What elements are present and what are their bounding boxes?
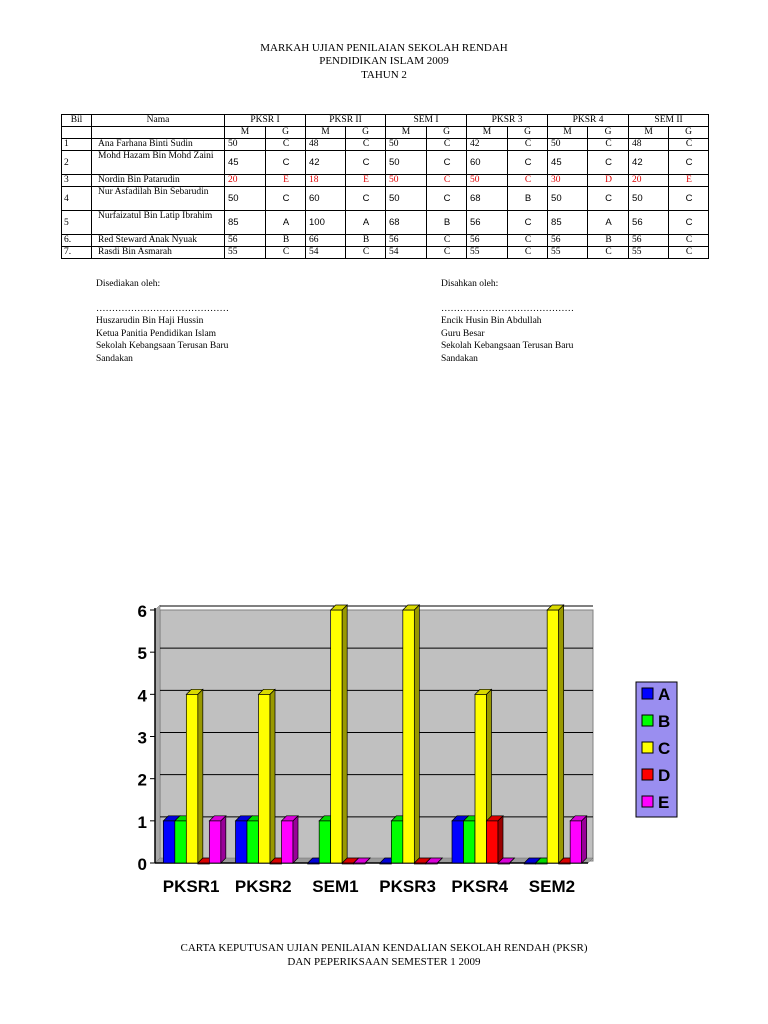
bar (464, 821, 476, 863)
mark-cell: 66 (306, 235, 346, 247)
mark-cell: 56 (629, 235, 669, 247)
grade-cell: C (669, 187, 709, 211)
row-number: 7. (62, 247, 92, 259)
mark-cell: 56 (629, 211, 669, 235)
prepared-by-school: Sekolah Kebangsaan Terusan Baru (96, 341, 229, 351)
approved-by-signature-line: …………………………………… (441, 303, 574, 314)
mark-cell: 20 (225, 175, 266, 187)
mark-cell: 55 (467, 247, 508, 259)
mark-cell: 56 (386, 235, 427, 247)
grade-cell: C (669, 151, 709, 175)
bar (236, 821, 248, 863)
mark-cell: 50 (629, 187, 669, 211)
col-nama-header: Nama (92, 115, 225, 127)
bar (331, 610, 343, 863)
bar (319, 821, 331, 863)
table-row (62, 211, 709, 235)
approved-by-block (441, 278, 574, 365)
y-tick-label: 1 (137, 812, 147, 832)
table-header-row (62, 115, 709, 127)
mark-cell: 42 (467, 139, 508, 151)
grade-cell: B (266, 235, 306, 247)
legend-swatch (642, 769, 653, 780)
bar (570, 821, 582, 863)
grade-cell: C (427, 175, 467, 187)
mark-cell: 60 (306, 187, 346, 211)
row-number: 6. (62, 235, 92, 247)
bar-side (582, 816, 587, 863)
bar (403, 610, 415, 863)
mark-cell: 48 (306, 139, 346, 151)
grade-cell: C (508, 211, 548, 235)
mark-cell: 55 (225, 247, 266, 259)
table-row (62, 235, 709, 247)
mark-cell: 85 (548, 211, 588, 235)
mark-cell: 50 (225, 139, 266, 151)
student-name: Ana Farhana Binti Sudin (92, 139, 225, 151)
approved-by-school: Sekolah Kebangsaan Terusan Baru (441, 341, 574, 351)
bar (175, 821, 187, 863)
grade-cell: C (427, 151, 467, 175)
x-tick-label: SEM2 (528, 877, 576, 896)
group-header: SEM I (386, 115, 467, 127)
legend-swatch (642, 715, 653, 726)
student-name: Nurfaizatul Bin Latip Ibrahim (92, 211, 225, 235)
legend-label: E (658, 793, 670, 812)
marks-subheader: M (225, 127, 266, 139)
grade-cell: A (346, 211, 386, 235)
bar (209, 821, 221, 863)
prepared-by-name: Huszarudin Bin Haji Hussin (96, 316, 204, 326)
bar (547, 610, 559, 863)
mark-cell: 42 (306, 151, 346, 175)
chart-caption-line1: CARTA KEPUTUSAN UJIAN PENILAIAN KENDALIAN SEKOLAH RENDAH (PKSR) (180, 942, 588, 954)
grade-cell: C (346, 151, 386, 175)
grade-cell: C (588, 151, 629, 175)
x-tick-label: PKSR2 (234, 877, 292, 896)
approved-by-label: Disahkan oleh: (441, 279, 499, 289)
grade-cell: B (346, 235, 386, 247)
group-header: PKSR II (306, 115, 386, 127)
x-tick-label: PKSR1 (162, 877, 220, 896)
marks-subheader: M (467, 127, 508, 139)
marks-table (61, 114, 709, 259)
group-header: PKSR I (225, 115, 306, 127)
y-tick-label: 5 (137, 644, 147, 664)
grade-subheader: G (508, 127, 548, 139)
group-header: PKSR 4 (548, 115, 629, 127)
group-header: PKSR 3 (467, 115, 548, 127)
grade-cell: E (346, 175, 386, 187)
x-tick-label: SEM1 (312, 877, 359, 896)
prepared-by-town: Sandakan (96, 353, 133, 364)
grade-cell: B (508, 187, 548, 211)
mark-cell: 18 (306, 175, 346, 187)
bar (186, 694, 198, 863)
legend-label: B (658, 712, 671, 731)
mark-cell: 54 (306, 247, 346, 259)
grade-cell: C (588, 139, 629, 151)
grade-cell: C (346, 139, 386, 151)
mark-cell: 56 (548, 235, 588, 247)
mark-cell: 50 (386, 139, 427, 151)
grade-cell: C (508, 175, 548, 187)
chart-caption-line2: DAN PEPERIKSAAN SEMESTER 1 2009 (287, 956, 481, 968)
grade-cell: C (346, 187, 386, 211)
row-number: 3 (62, 175, 92, 187)
grade-subheader: G (346, 127, 386, 139)
x-tick-label: PKSR4 (451, 877, 509, 896)
grade-cell: E (669, 175, 709, 187)
grade-cell: C (669, 139, 709, 151)
empty-header-cell (62, 127, 92, 139)
student-name: Nur Asfadilah Bin Sebarudin (92, 187, 225, 211)
mark-cell: 48 (629, 139, 669, 151)
bar-side (198, 689, 203, 863)
mark-cell: 50 (386, 175, 427, 187)
grade-cell: C (508, 151, 548, 175)
marks-subheader: M (629, 127, 669, 139)
prepared-by-label: Disediakan oleh: (96, 279, 161, 289)
legend-swatch (642, 796, 653, 807)
grade-cell: C (508, 247, 548, 259)
grade-cell: C (669, 235, 709, 247)
mark-cell: 56 (225, 235, 266, 247)
grade-cell: C (588, 187, 629, 211)
marks-subheader: M (386, 127, 427, 139)
bar (391, 821, 403, 863)
col-bil-header: Bil (62, 115, 92, 127)
bar (282, 821, 294, 863)
bar-side (559, 605, 564, 863)
row-number: 5 (62, 211, 92, 235)
document-subtitle: PENDIDIKAN ISLAM 2009 (319, 55, 449, 67)
grade-cell: B (427, 211, 467, 235)
mark-cell: 20 (629, 175, 669, 187)
grade-cell: D (588, 175, 629, 187)
grade-subheader: G (669, 127, 709, 139)
y-tick-label: 6 (137, 602, 147, 621)
grade-subheader: G (588, 127, 629, 139)
table-row (62, 187, 709, 211)
approved-by-title: Guru Besar (441, 328, 485, 339)
row-number: 4 (62, 187, 92, 211)
y-tick-label: 2 (137, 770, 147, 790)
table-subheader-row (62, 127, 709, 139)
grade-cell: C (427, 247, 467, 259)
grade-cell: C (266, 247, 306, 259)
mark-cell: 50 (548, 187, 588, 211)
bar (452, 821, 464, 863)
prepared-by-signature-line: …………………………………… (96, 303, 229, 314)
bar (475, 694, 487, 863)
student-name: Rasdi Bin Asmarah (92, 247, 225, 259)
grade-subheader: G (427, 127, 467, 139)
grade-bar-chart (0, 590, 768, 910)
bar (247, 821, 259, 863)
mark-cell: 45 (548, 151, 588, 175)
grade-cell: C (669, 211, 709, 235)
grade-cell: A (588, 211, 629, 235)
mark-cell: 56 (467, 211, 508, 235)
approved-by-town: Sandakan (441, 353, 478, 364)
mark-cell: 50 (548, 139, 588, 151)
grade-cell: C (427, 187, 467, 211)
grade-cell: C (508, 139, 548, 151)
student-name: Nordin Bin Patarudin (92, 175, 225, 187)
legend-swatch (642, 688, 653, 699)
mark-cell: 50 (467, 175, 508, 187)
bar-side (498, 816, 503, 863)
grade-cell: C (266, 151, 306, 175)
grade-cell: C (669, 247, 709, 259)
grade-cell: C (427, 235, 467, 247)
grade-cell: E (266, 175, 306, 187)
bar-side (342, 605, 347, 863)
row-number: 2 (62, 151, 92, 175)
document-title: MARKAH UJIAN PENILAIAN SEKOLAH RENDAH (260, 42, 508, 54)
mark-cell: 54 (386, 247, 427, 259)
mark-cell: 42 (629, 151, 669, 175)
grade-cell: A (266, 211, 306, 235)
mark-cell: 85 (225, 211, 266, 235)
bar (163, 821, 175, 863)
grade-cell: C (427, 139, 467, 151)
table-row (62, 151, 709, 175)
grade-cell: B (588, 235, 629, 247)
marks-subheader: M (306, 127, 346, 139)
legend-label: C (658, 739, 671, 758)
y-tick-label: 4 (137, 686, 147, 706)
prepared-by-block (96, 278, 229, 365)
bar-side (221, 816, 226, 863)
bar-side (414, 605, 419, 863)
grade-cell: C (508, 235, 548, 247)
grade-cell: C (266, 139, 306, 151)
bar (259, 694, 271, 863)
bar-side (293, 816, 298, 863)
mark-cell: 50 (225, 187, 266, 211)
grade-cell: C (346, 247, 386, 259)
mark-cell: 55 (629, 247, 669, 259)
mark-cell: 100 (306, 211, 346, 235)
grade-cell: C (266, 187, 306, 211)
y-tick-label: 3 (137, 728, 147, 748)
mark-cell: 68 (467, 187, 508, 211)
x-tick-label: PKSR3 (379, 877, 436, 896)
approved-by-name: Encik Husin Bin Abdullah (441, 316, 542, 326)
y-tick-label: 0 (137, 855, 147, 874)
mark-cell: 68 (386, 211, 427, 235)
legend-label: D (658, 766, 671, 785)
mark-cell: 45 (225, 151, 266, 175)
mark-cell: 56 (467, 235, 508, 247)
document-year: TAHUN 2 (361, 69, 407, 81)
prepared-by-title: Ketua Panitia Pendidikan Islam (96, 328, 217, 339)
legend-swatch (642, 742, 653, 753)
bar-side (270, 689, 275, 863)
bar (487, 821, 499, 863)
table-row (62, 247, 709, 259)
group-header: SEM II (629, 115, 709, 127)
mark-cell: 60 (467, 151, 508, 175)
mark-cell: 30 (548, 175, 588, 187)
empty-header-cell (92, 127, 225, 139)
student-name: Red Steward Anak Nyuak (92, 235, 225, 247)
mark-cell: 55 (548, 247, 588, 259)
grade-subheader: G (266, 127, 306, 139)
mark-cell: 50 (386, 151, 427, 175)
student-name: Mohd Hazam Bin Mohd Zaini (92, 151, 225, 175)
table-row (62, 175, 709, 187)
row-number: 1 (62, 139, 92, 151)
legend-label: A (658, 685, 671, 704)
marks-subheader: M (548, 127, 588, 139)
mark-cell: 50 (386, 187, 427, 211)
table-row (62, 139, 709, 151)
grade-cell: C (588, 247, 629, 259)
